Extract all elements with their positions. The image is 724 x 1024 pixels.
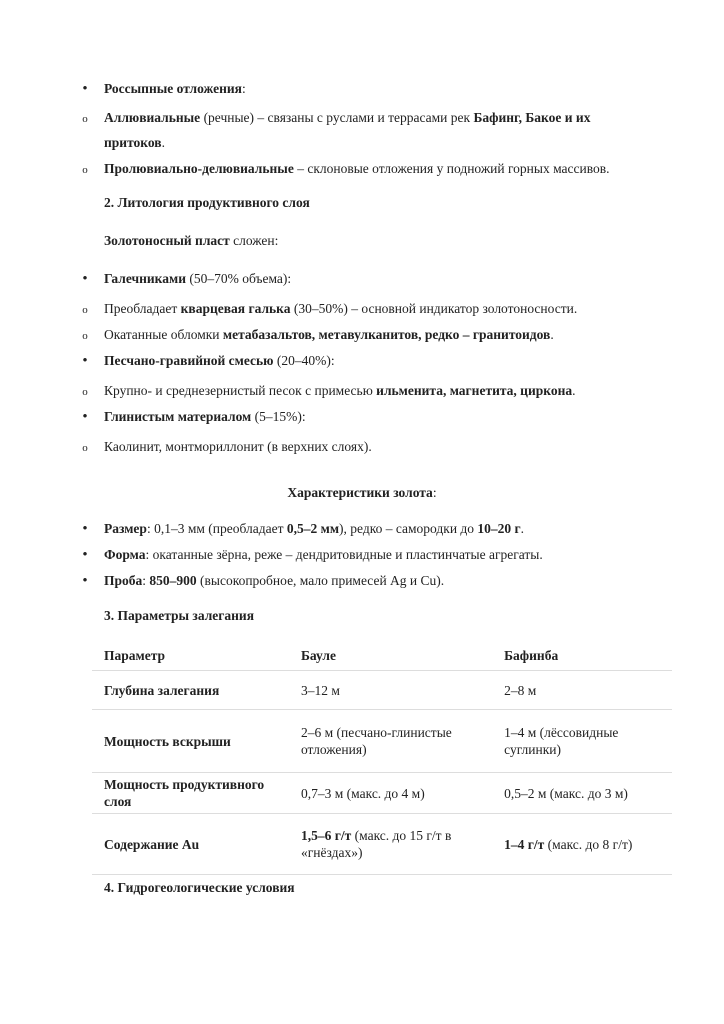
gold-heading: Характеристики золота <box>287 485 433 500</box>
bullet-disc <box>78 270 92 288</box>
bullet-disc <box>78 408 92 426</box>
param-cell: Глубина залегания <box>92 671 289 710</box>
gold-heading-line: Характеристики золота: <box>287 485 437 500</box>
bafinba-cell: 2–8 м <box>492 671 672 710</box>
bullet-circle <box>78 438 92 457</box>
baule-cell: 1,5–6 г/т (макс. до 15 г/т в «гнёздах») <box>289 814 492 875</box>
gold-form-line: Форма: окатанные зёрна, реже – дендритовидные и пластинчатые агрегаты. <box>104 547 543 562</box>
bullet-disc <box>78 352 92 370</box>
pebbles-line: Галечниками (50–70% объема): <box>104 271 292 286</box>
table-row <box>92 814 672 875</box>
deposits-title-line: Россыпные отложения: <box>104 81 246 96</box>
bullet-circle <box>78 382 92 401</box>
section2-intro: Золотоносный пласт сложен: <box>104 233 279 248</box>
header-bafinba: Бафинба <box>492 640 672 671</box>
sand-line: Песчано-гравийной смесью (20–40%): <box>104 353 335 368</box>
quartz-line: Преобладает кварцевая галька (30–50%) – основной индикатор золотоносности. <box>104 301 578 316</box>
baule-cell: 2–6 м (песчано-глинистые отложения) <box>289 710 492 773</box>
header-baule: Бауле <box>289 640 492 671</box>
parameters-table <box>92 640 672 875</box>
fragments-line: Окатанные обломки метабазальтов, метавулканитов, редко – гранитоидов. <box>104 327 554 342</box>
proluvial-line: Пролювиально-делювиальные – склоновые отложения у подножий горных массивов. <box>104 161 610 176</box>
bullet-disc <box>78 572 92 590</box>
gold-size-line: Размер: 0,1–3 мм (преобладает 0,5–2 мм), редко – самородки до 10–20 г. <box>104 521 525 536</box>
param-cell: Содержание Au <box>92 814 289 875</box>
table-row <box>92 710 672 773</box>
table-row <box>92 773 672 814</box>
section3-heading: 3. Параметры залегания <box>104 608 255 623</box>
clay-sub-line: Каолинит, монтмориллонит (в верхних слоях). <box>104 439 372 454</box>
table-row <box>92 671 672 710</box>
bullet-circle <box>78 326 92 345</box>
baule-cell: 3–12 м <box>289 671 492 710</box>
section4-heading: 4. Гидрогеологические условия <box>104 880 295 895</box>
bullet-circle <box>78 300 92 319</box>
bullet-disc <box>78 520 92 538</box>
clay-line: Глинистым материалом (5–15%): <box>104 409 306 424</box>
gold-probe-line: Проба: 850–900 (высокопробное, мало примесей Ag и Cu). <box>104 573 445 588</box>
bafinba-cell: 0,5–2 м (макс. до 3 м) <box>492 773 672 814</box>
baule-cell: 0,7–3 м (макс. до 4 м) <box>289 773 492 814</box>
bullet-disc <box>78 80 92 98</box>
section2-heading: 2. Литология продуктивного слоя <box>104 195 310 210</box>
param-cell: Мощность продуктивного слоя <box>92 773 289 814</box>
bullet-circle <box>78 160 92 179</box>
bafinba-cell: 1–4 г/т (макс. до 8 г/т) <box>492 814 672 875</box>
param-cell: Мощность вскрыши <box>92 710 289 773</box>
header-param: Параметр <box>92 640 289 671</box>
alluvial-line: Аллювиальные (речные) – связаны с руслами и террасами рек Бафинг, Бакое и их <box>104 110 591 125</box>
deposits-title: Россыпные отложения <box>104 81 242 96</box>
bafinba-cell: 1–4 м (лёссовидные суглинки) <box>492 710 672 773</box>
alluvial-line-2: притоков. <box>104 135 165 150</box>
table-header-row <box>92 640 672 671</box>
bullet-circle <box>78 109 92 128</box>
bullet-disc <box>78 546 92 564</box>
sand-sub-line: Крупно- и среднезернистый песок с примесью ильменита, магнетита, циркона. <box>104 383 576 398</box>
